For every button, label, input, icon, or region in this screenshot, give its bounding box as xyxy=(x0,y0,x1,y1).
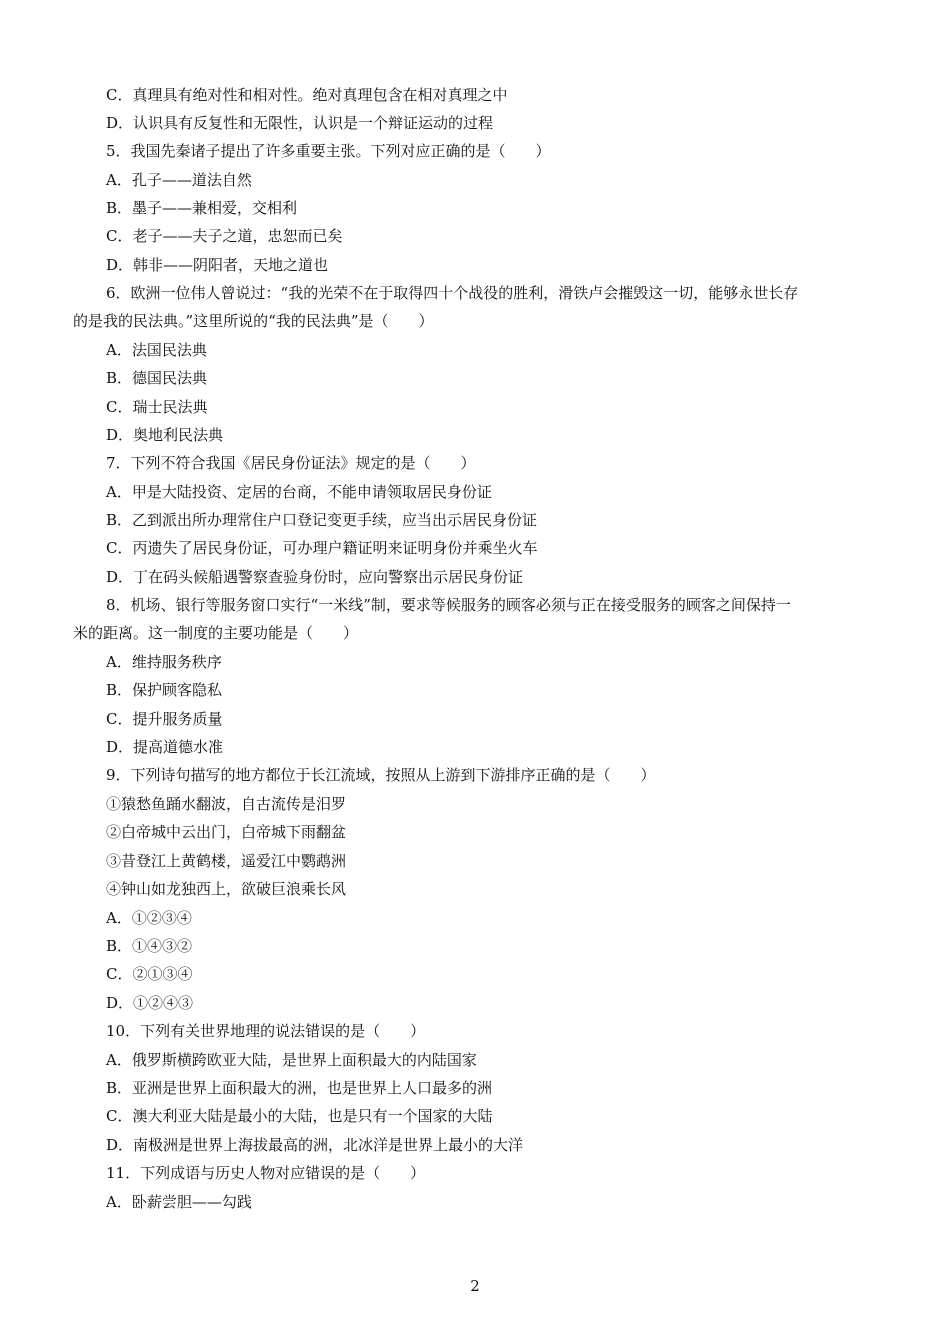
option-line: C．提升服务质量 xyxy=(106,710,223,728)
option-line: D．丁在码头候船遇警察查验身份时，应向警察出示居民身份证 xyxy=(106,568,524,586)
option-line: B．亚洲是世界上面积最大的洲，也是世界上人口最多的洲 xyxy=(106,1079,493,1097)
option-line: C．瑞士民法典 xyxy=(106,398,208,416)
question-continuation: 的是我的民法典。”这里所说的“我的民法典”是（ ） xyxy=(73,312,434,330)
question-line: 11．下列成语与历史人物对应错误的是（ ） xyxy=(106,1164,426,1182)
poem-line: ②白帝城中云出门，白帝城下雨翻盆 xyxy=(106,823,347,841)
question-line: 9．下列诗句描写的地方都位于长江流域，按照从上游到下游排序正确的是（ ） xyxy=(106,766,656,784)
question-line: 8．机场、银行等服务窗口实行“一米线”制，要求等候服务的顾客必须与正在接受服务的顾客之间保持一 xyxy=(106,596,791,614)
option-line: A．①②③④ xyxy=(106,909,192,927)
option-line: A．卧薪尝胆——勾践 xyxy=(106,1193,252,1211)
option-line: D．①②④③ xyxy=(106,994,194,1012)
option-line: B．墨子——兼相爱，交相利 xyxy=(106,199,298,217)
option-line: B．德国民法典 xyxy=(106,369,208,387)
option-line: A．法国民法典 xyxy=(106,341,207,359)
question-line: 10．下列有关世界地理的说法错误的是（ ） xyxy=(106,1022,426,1040)
option-line: C．澳大利亚大陆是最小的大陆，也是只有一个国家的大陆 xyxy=(106,1107,493,1125)
question-line: 5．我国先秦诸子提出了许多重要主张。下列对应正确的是（ ） xyxy=(106,142,551,160)
option-line: B．①④③② xyxy=(106,937,193,955)
option-line: B．保护顾客隐私 xyxy=(106,681,223,699)
poem-line: ③昔登江上黄鹤楼，遥爱江中鹦鹉洲 xyxy=(106,852,347,870)
option-line: D．认识具有反复性和无限性，认识是一个辩证运动的过程 xyxy=(106,114,494,132)
page-number: 2 xyxy=(470,1277,480,1295)
poem-line: ④钟山如龙独西上，欲破巨浪乘长风 xyxy=(106,880,347,898)
option-line: D．提高道德水准 xyxy=(106,738,224,756)
question-continuation: 米的距离。这一制度的主要功能是（ ） xyxy=(73,624,359,642)
question-line: 6．欧洲一位伟人曾说过：“我的光荣不在于取得四十个战役的胜利，滑铁卢会摧毁这一切，能够永世长存 xyxy=(106,284,799,302)
option-line: C．老子——夫子之道，忠恕而已矣 xyxy=(106,227,343,245)
option-line: C．真理具有绝对性和相对性。绝对真理包含在相对真理之中 xyxy=(106,86,508,104)
question-line: 7．下列不符合我国《居民身份证法》规定的是（ ） xyxy=(106,454,476,472)
option-line: D．南极洲是世界上海拔最高的洲，北冰洋是世界上最小的大洋 xyxy=(106,1136,524,1154)
option-line: A．维持服务秩序 xyxy=(106,653,222,671)
poem-line: ①猿愁鱼踊水翻波，自古流传是汨罗 xyxy=(106,795,347,813)
option-line: A．孔子——道法自然 xyxy=(106,171,252,189)
option-line: B．乙到派出所办理常住户口登记变更手续，应当出示居民身份证 xyxy=(106,511,538,529)
option-line: A．甲是大陆投资、定居的台商，不能申请领取居民身份证 xyxy=(106,483,492,501)
option-line: C．丙遗失了居民身份证，可办理户籍证明来证明身份并乘坐火车 xyxy=(106,539,538,557)
option-line: D．韩非——阴阳者，天地之道也 xyxy=(106,256,329,274)
option-line: D．奥地利民法典 xyxy=(106,426,224,444)
option-line: C．②①③④ xyxy=(106,965,193,983)
option-line: A．俄罗斯横跨欧亚大陆，是世界上面积最大的内陆国家 xyxy=(106,1051,477,1069)
